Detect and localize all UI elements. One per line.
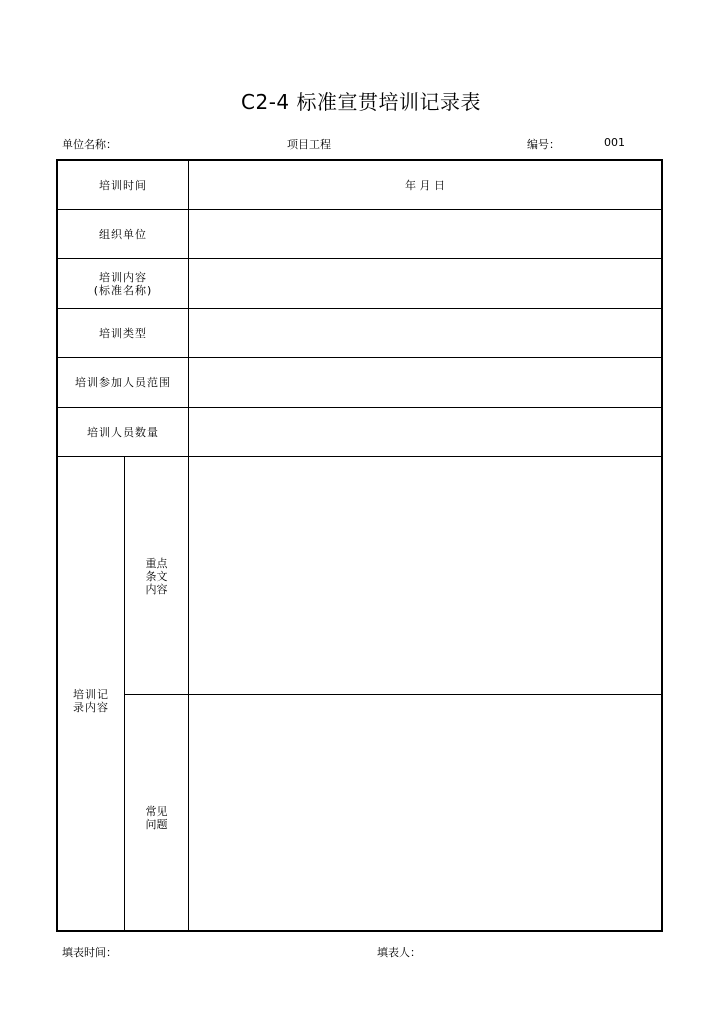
value-key-clauses[interactable] <box>189 457 661 694</box>
label-training-time: 培训时间 <box>99 178 147 192</box>
label-record-content: 培训记 录内容 <box>73 688 109 714</box>
filler-label: 填表人： <box>377 946 421 959</box>
label-training-content: 培训内容 (标准名称) <box>93 270 153 297</box>
value-organizer[interactable] <box>189 210 661 258</box>
label-common-issues: 常见 问题 <box>145 805 168 831</box>
label-participant-scope: 培训参加人员范围 <box>75 376 171 389</box>
label-key-clauses: 重点 条文 内容 <box>145 556 168 596</box>
value-training-time[interactable]: 年 月 日 <box>405 179 445 192</box>
record-table <box>56 159 663 932</box>
unit-name-label: 单位名称： <box>62 138 117 151</box>
value-training-type[interactable] <box>189 309 661 357</box>
number-label: 编号： <box>527 138 560 151</box>
value-participant-scope[interactable] <box>189 358 661 407</box>
label-training-type: 培训类型 <box>99 326 147 340</box>
project-value: 项目工程 <box>287 138 331 151</box>
page-title: C2-4 标准宣贯培训记录表 <box>241 90 481 114</box>
value-training-content[interactable] <box>189 259 661 308</box>
value-common-issues[interactable] <box>189 695 661 930</box>
number-value: 001 <box>604 136 625 149</box>
label-organizer: 组织单位 <box>99 227 147 241</box>
value-participant-count[interactable] <box>189 408 661 456</box>
label-participant-count: 培训人员数量 <box>87 425 159 439</box>
fill-time-label: 填表时间： <box>62 946 117 959</box>
